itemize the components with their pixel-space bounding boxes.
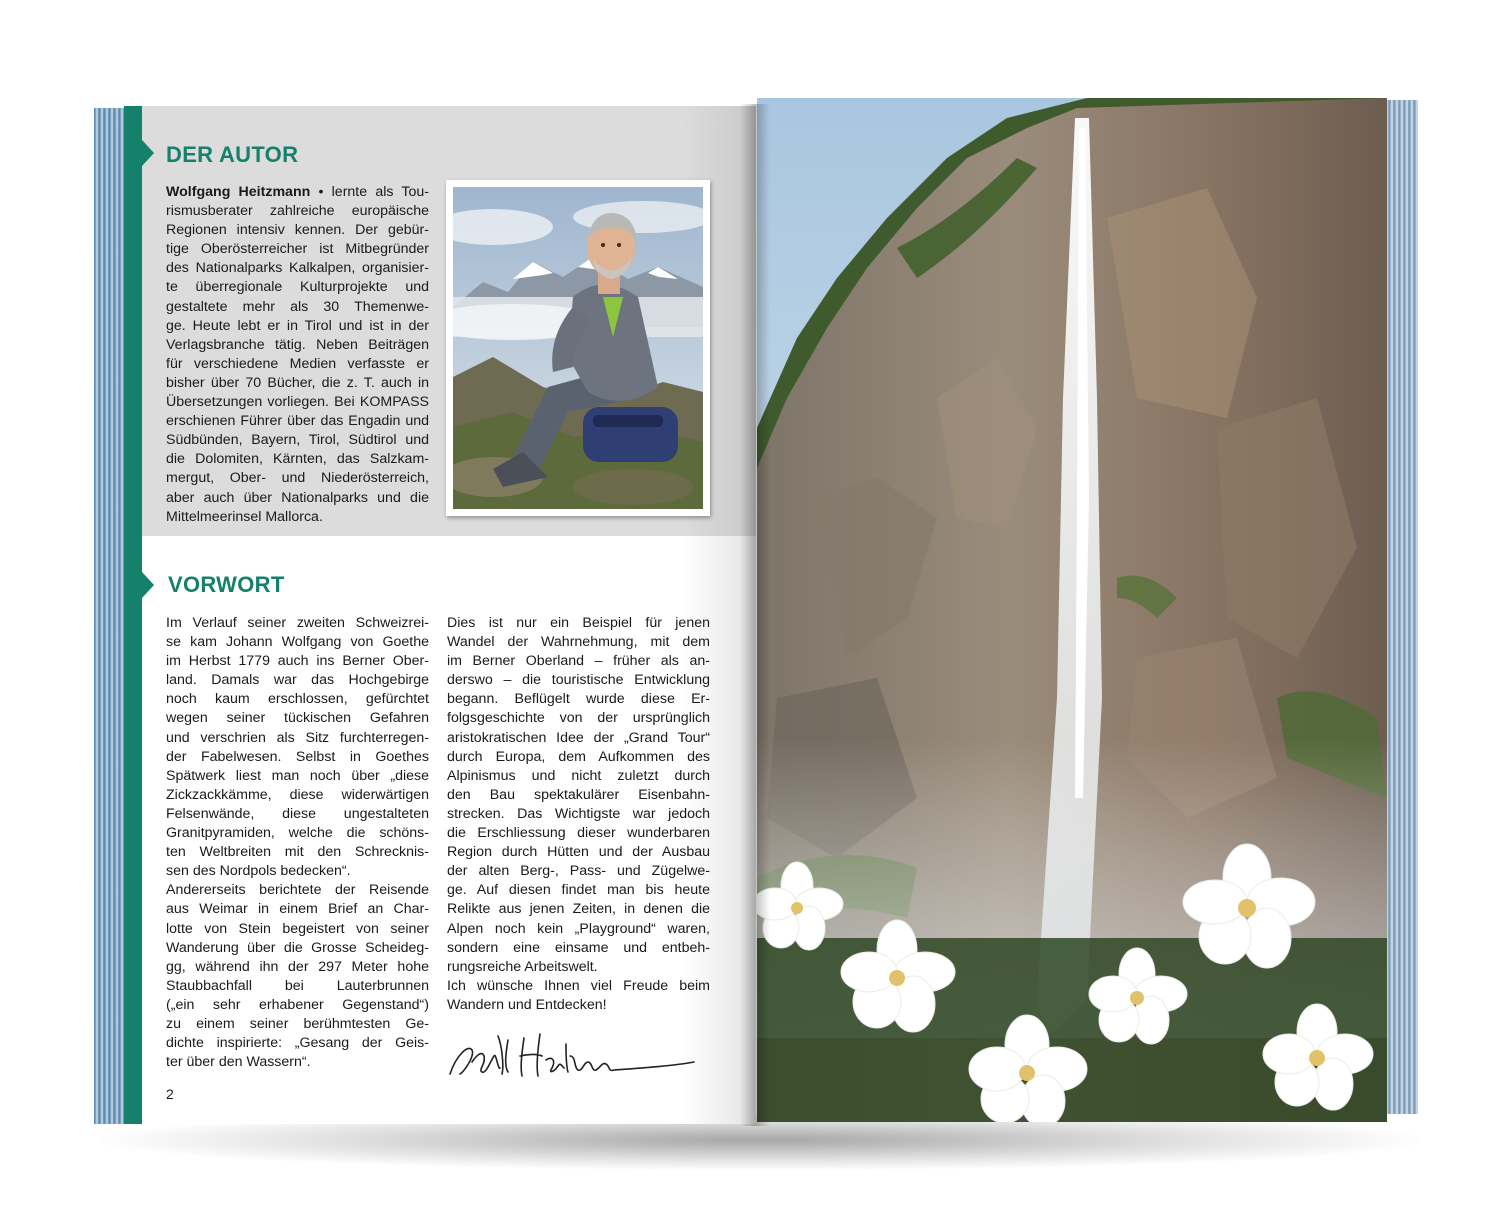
left-page (142, 106, 756, 1124)
page-number: 2 (166, 1086, 174, 1102)
text-line: land. Damals war das Hochgebirge (166, 672, 429, 689)
text-line: Relikte aus jenen Zeiten, in denen die (447, 901, 710, 918)
text-line: Südbünden, Bayern, Tirol, Südtirol und (166, 432, 429, 449)
text-line: sen des Nordpols bedecken“. (166, 863, 351, 880)
text-line: aber auch über Nationalparks und die (166, 489, 429, 506)
text-line: gg, während ihn der 297 Meter hohe (166, 958, 429, 975)
text-line: gestaltete mehr als 30 Themenwe- (166, 298, 429, 315)
text-line: des Nationalparks Kalkalpen, organisier- (166, 260, 429, 277)
text-line: tige Oberösterreicher ist Mitbegründer (166, 241, 429, 258)
text-line: strecken. Das Wichtigste war jedoch (447, 805, 710, 822)
text-line: mergut, Ober- und Niederösterreich, (166, 470, 429, 487)
text-line (166, 183, 429, 202)
text-line: Mittelmeerinsel Mallorca. (166, 508, 323, 525)
text-line: ge. Heute lebt er in Tirol und ist in der (166, 317, 429, 334)
text-line: aus Weimar in einem Brief an Char- (166, 901, 429, 918)
text-line: Regionen intensiv kennen. Der gebür- (166, 222, 429, 239)
text-line: begann. Beflügelt wurde diese Er- (447, 691, 710, 708)
text-line: sondern eine einsame und entbeh- (447, 939, 710, 956)
book-gutter-shadow (740, 104, 770, 1126)
text-line: Wandern und Entdecken! (447, 996, 607, 1013)
teal-margin-band (124, 106, 142, 1124)
left-page-edges (94, 108, 124, 1124)
author-name: Wolfgang Heitzmann (166, 184, 311, 200)
waterfall-photo (757, 98, 1387, 1122)
text-line: dichte inspirierte: „Gesang der Geis- (166, 1035, 429, 1052)
text-line: noch kaum erschlossen, gefürchtet (166, 691, 429, 708)
text-line: Andererseits berichtete der Reisende (166, 882, 429, 899)
text-line: im Berner Oberland – früher als an- (447, 653, 710, 670)
text-line: durch Europa, dem Aufkommen des (447, 748, 710, 765)
text-line: ten Weltbreiten mit den Schrecknis- (166, 844, 429, 861)
author-signature (442, 1026, 702, 1091)
author-bio (166, 183, 429, 527)
author-photo-image (453, 187, 703, 509)
text-line: den Bau spektakulärer Eisenbahn- (447, 786, 710, 803)
heading-arrow-marker (142, 140, 154, 166)
author-box (142, 106, 756, 536)
text-line: se kam Johann Wolfgang von Goethe (166, 634, 429, 651)
text-line: Dies ist nur ein Beispiel für jenen (447, 615, 710, 631)
text-line: te überregionale Kulturprojekte und (166, 279, 429, 296)
text-line: folgsgeschichte von der ursprünglich (447, 710, 710, 727)
text-line: aristokratischen Idee der „Grand Tour“ (447, 729, 710, 746)
text-line: Region durch Hütten und der Ausbau (447, 844, 710, 861)
text-line: derswo – die touristische Entwicklung (447, 672, 710, 689)
text-line: und verschrien als Sitz furchterregen- (166, 729, 429, 746)
text-line: wegen seiner tückischen Gefahren (166, 710, 429, 727)
text-line: Übersetzungen vorliegen. Bei KOMPASS (166, 394, 429, 411)
text-line: für verschiedene Medien verfasste er (166, 355, 429, 372)
waterfall-photo-image (757, 98, 1387, 1122)
heading-arrow-marker (142, 572, 154, 598)
text-line: Wanderung über die Grosse Scheideg- (166, 939, 429, 956)
text-line: Spätwerk liest man noch über „diese (166, 767, 429, 784)
author-first-line-rest: • lernte als Tou- (310, 184, 429, 200)
text-line: rismusberater zahlreiche europäische (166, 203, 429, 220)
text-line: Ich wünsche Ihnen viel Freude beim (447, 977, 710, 994)
text-line: ter über den Wassern“. (166, 1054, 311, 1071)
text-line: Granitpyramiden, welche die schöns- (166, 825, 429, 842)
text-line: („ein sehr erhabener Gegenstand“) (166, 996, 429, 1013)
author-photo (446, 180, 710, 516)
foreword-column-2 (447, 614, 710, 1015)
text-line: Im Verlauf seiner zweiten Schweizrei- (166, 615, 429, 631)
text-line: Wandel der Wahrnehmung, mit dem (447, 634, 710, 651)
text-line: ge. Auf diesen findet man bis heute (447, 882, 710, 899)
text-line: Felsenwände, diese ungestalteten (166, 805, 429, 822)
text-line: Alpen noch kein „Playground“ waren, (447, 920, 710, 937)
text-line: die Dolomiten, Kärnten, das Salzkam- (166, 451, 429, 468)
text-line: im Herbst 1779 auch ins Berner Ober- (166, 653, 429, 670)
text-line: bisher über 70 Bücher, die z. T. auch in (166, 374, 429, 391)
text-line: Staubbachfall bei Lauterbrunnen (166, 977, 429, 994)
text-line: Verlagsbranche tätig. Neben Beiträgen (166, 336, 429, 353)
text-line: lotte von Stein begeistert von seiner (166, 920, 429, 937)
text-line: zu einem seiner berühmtesten Ge- (166, 1015, 429, 1032)
text-line: erschienen Führer über das Engadin und (166, 413, 429, 430)
foreword-heading: VORWORT (168, 572, 285, 597)
text-line: Alpinismus und nicht zuletzt durch (447, 767, 710, 784)
text-line: die Erschliessung dieser wunderbaren (447, 825, 710, 842)
signature-image (442, 1026, 702, 1086)
text-line: der Fabelwesen. Selbst in Goethes (166, 748, 429, 765)
text-line: Zickzackkämme, diese widerwärtigen (166, 786, 429, 803)
text-line: rungsreiche Arbeitswelt. (447, 958, 598, 975)
text-line: der alten Berg-, Pass- und Zügelwe- (447, 863, 710, 880)
right-page-edges (1384, 100, 1418, 1114)
foreword-column-1 (166, 614, 429, 1072)
author-heading: DER AUTOR (166, 142, 299, 167)
